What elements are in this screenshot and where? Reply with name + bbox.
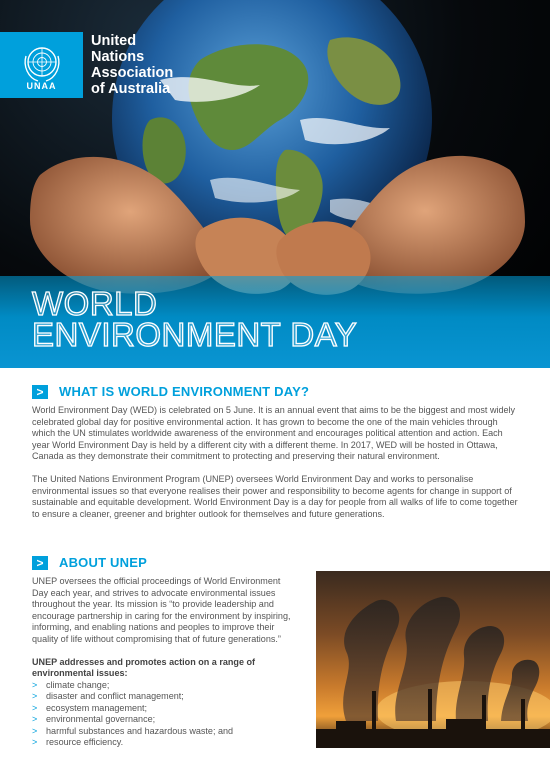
org-name-line: Nations <box>91 49 145 65</box>
list-item <box>32 703 298 715</box>
list-item <box>32 680 298 692</box>
list-item-text: resource efficiency. <box>46 737 124 747</box>
chevron-right-icon: > <box>32 556 48 570</box>
bullet-chevron-icon: > <box>32 702 38 713</box>
list-item-text: disaster and conflict management; <box>46 691 184 701</box>
org-name-line: of Australia <box>91 81 171 97</box>
hero-banner <box>0 0 550 368</box>
bullet-chevron-icon: > <box>32 691 38 701</box>
list-item <box>32 691 298 703</box>
paragraph: World Environment Day (WED) is celebrated on 5 June. It is an annual event that aims to be the biggest and most widely celebrated global day for positive environmental action. It has grown to become the one of the main vehicles through which the UN stimulates worldwide awareness of the environment and encourages political attention and action. Each year World Environment Day is held by a different city with a different theme. In 2017, WED will be hosted in Ottawa, Canada as they demonstrate their commitment to protecting and preserving their natural environment. <box>32 405 516 461</box>
unaa-logo[interactable] <box>0 32 83 98</box>
chevron-right-icon: > <box>32 385 48 399</box>
logo-abbreviation: UNAA <box>26 80 57 91</box>
list-item-text: harmful substances and hazardous waste; and <box>46 725 234 736</box>
list-item-text: ecosystem management; <box>46 702 148 713</box>
list-item-text: climate change; <box>46 679 110 690</box>
issues-list <box>32 680 298 749</box>
bullet-chevron-icon: > <box>32 679 38 690</box>
title-line: WORLD <box>32 285 158 322</box>
section-title: ABOUT UNEP <box>59 555 147 570</box>
section-title: WHAT IS WORLD ENVIRONMENT DAY? <box>59 384 310 399</box>
list-heading: UNEP addresses and promotes action on a range of environmental issues: <box>32 656 256 678</box>
org-name-line: United <box>91 33 137 49</box>
list-item <box>32 714 298 726</box>
page-title <box>32 285 358 353</box>
about-unep-body <box>32 576 298 749</box>
un-emblem-icon <box>20 40 64 84</box>
title-line: ENVIRONMENT DAY <box>32 316 358 353</box>
organization-name <box>91 33 173 97</box>
section-heading-what-is-wed <box>32 384 309 399</box>
list-item <box>32 726 298 738</box>
bullet-chevron-icon: > <box>32 737 38 747</box>
list-item <box>32 737 298 749</box>
factory-smoke-photo <box>316 571 550 748</box>
bullet-chevron-icon: > <box>32 725 38 736</box>
section-heading-about-unep <box>32 555 147 570</box>
list-item-text: environmental governance; <box>46 714 156 724</box>
paragraph: UNEP oversees the official proceedings of World Environment Day each year, and strives to advocate environmental issues throughout the year. Its mission is “to provide leadership and encourage partnership in caring for the environment by inspiring, informing, and enabling nations and peoples to improve their quality of life without compromising that of future generations.” <box>32 576 291 644</box>
paragraph: The United Nations Environment Program (UNEP) oversees World Environment Day and works to personalise environmental issues so that everyone realises their power and responsibility to become agents for change in support of sustainable and equitable development. World Environment Day is a day for people from all walks of life to come together to ensure a cleaner, greener and brighter outlook for themselves and future generations. <box>32 474 518 519</box>
what-is-wed-body <box>32 405 522 532</box>
bullet-chevron-icon: > <box>32 714 38 724</box>
org-name-line: Association <box>91 65 174 81</box>
